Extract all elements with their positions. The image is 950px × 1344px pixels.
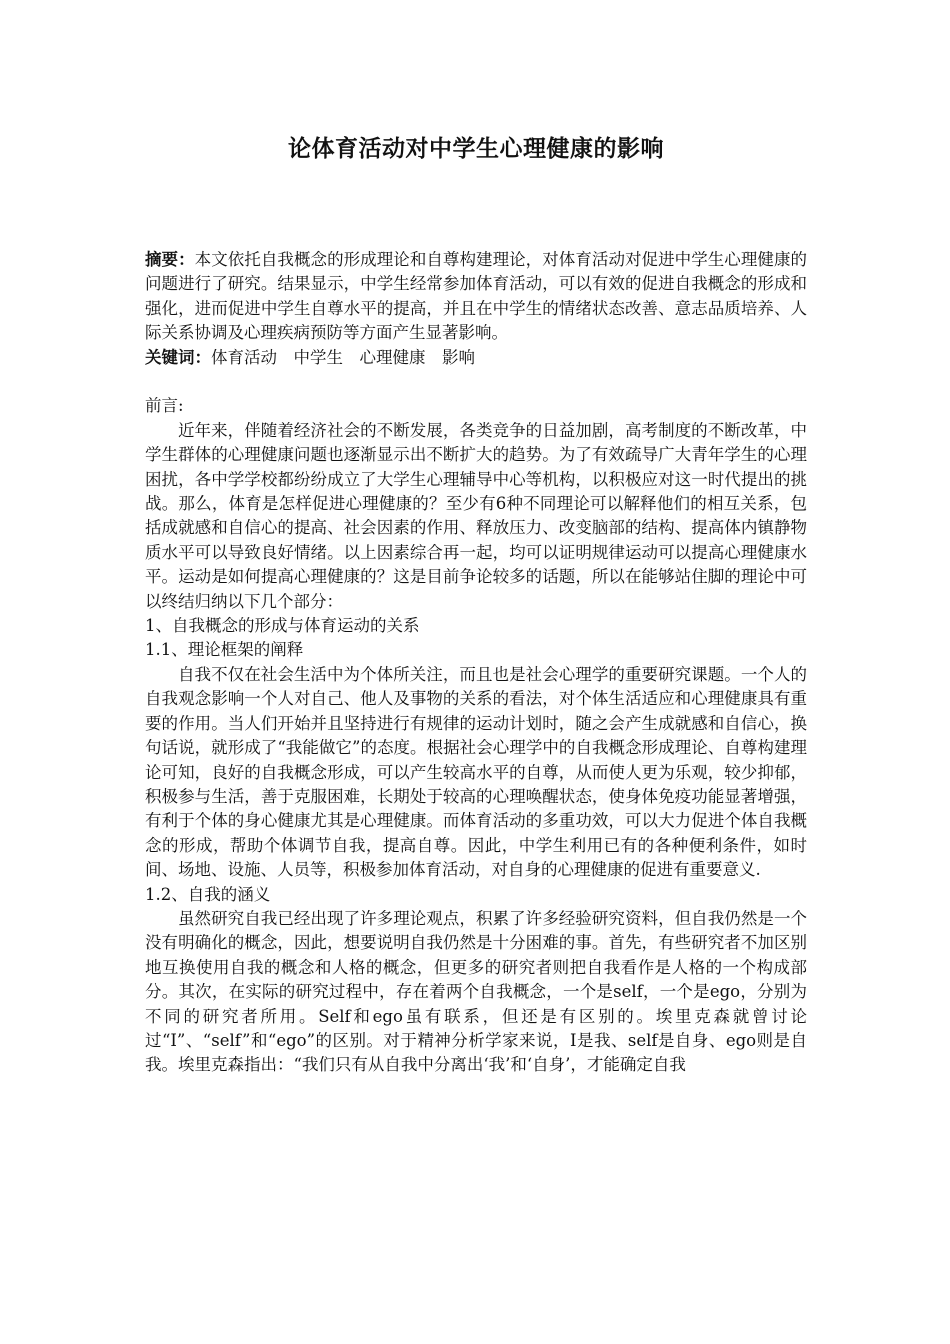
spacer xyxy=(145,370,807,394)
keywords-paragraph xyxy=(145,346,807,370)
section-1-2-paragraph: 虽然研究自我已经出现了许多理论观点，积累了许多经验研究资料，但自我仍然是一个没有明确化的概念，因此，想要说明自我仍然是十分困难的事。首先，有些研究者不加区别地互换使用自我的概念和人格的概念，但更多的研究者则把自我看作是人格的一个构成部分。其次，在实际的研究过程中，存在着两个自我概念，一个是self，一个是ego，分别为不同的研究者所用。Self和ego虽有联系，但还是有区别的。埃里克森就曾讨论过“I”、“self”和“ego”的区别。对于精神分析学家来说，I是我、self是自身、ego则是自我。埃里克森指出：“我们只有从自我中分离出‘我’和‘自身’，才能确定自我 xyxy=(145,908,807,1075)
abstract-label: 摘要： xyxy=(145,250,195,269)
document-body xyxy=(145,248,807,1078)
preface-paragraph: 近年来，伴随着经济社会的不断发展，各类竞争的日益加剧，高考制度的不断改革，中学生群体的心理健康问题也逐渐显示出不断扩大的趋势。为了有效疏导广大青年学生的心理困扰，各中学学校都纷纷成立了大学生心理辅导中心等机构，以积极应对这一时代提出的挑战。那么，体育是怎样促进心理健康的？至少有6种不同理论可以解释他们的相互关系，包括成就感和自信心的提高、社会因素的作用、释放压力、改变脑部的结构、提高体内镇静物质水平可以导致良好情绪。以上因素综合再一起，均可以证明规律运动可以提高心理健康水平。运动是如何提高心理健康的？这是目前争论较多的话题，所以在能够站住脚的理论中可以终结归纳以下几个部分： xyxy=(145,420,807,611)
section-1-heading: 1、自我概念的形成与体育运动的关系 xyxy=(145,616,420,636)
preface-heading: 前言: xyxy=(145,396,184,416)
section-1-1-heading: 1.1、理论框架的阐释 xyxy=(145,640,304,660)
section-1-1-paragraph: 自我不仅在社会生活中为个体所关注，而且也是社会心理学的重要研究课题。一个人的自我观念影响一个人对自己、他人及事物的关系的看法，对个体生活适应和心理健康具有重要的作用。当人们开始并且坚持进行有规律的运动计划时，随之会产生成就感和自信心，换句话说，就形成了“我能做它”的态度。根据社会心理学中的自我概念形成理论、自尊构建理论可知，良好的自我概念形成，可以产生较高水平的自尊，从而使人更为乐观，较少抑郁，积极参与生活，善于克服困难，长期处于较高的心理唤醒状态，使身体免疫功能显著增强，有利于个体的身心健康尤其是心理健康。而体育活动的多重功效，可以大力促进个体自我概念的形成，帮助个体调节自我，提高自尊。因此，中学生利用已有的各种便利条件，如时间、场地、设施、人员等，积极参加体育活动，对自身的心理健康的促进有重要意义. xyxy=(145,664,807,880)
keywords-label: 关键词： xyxy=(145,347,211,367)
abstract-paragraph xyxy=(145,248,807,346)
document-title: 论体育活动对中学生心理健康的影响 xyxy=(288,136,664,162)
abstract-text: 本文依托自我概念的形成理论和自尊构建理论，对体育活动对促进中学生心理健康的问题进行了研究。结果显示，中学生经常参加体育活动，可以有效的促进自我概念的形成和强化，进而促进中学生自尊水平的提高，并且在中学生的情绪状态改善、意志品质培养、人际关系协调及心理疾病预防等方面产生显著影响。 xyxy=(145,250,808,343)
section-1-2-heading: 1.2、自我的涵义 xyxy=(145,884,271,904)
keywords-text: 体育活动 中学生 心理健康 影响 xyxy=(211,347,475,367)
